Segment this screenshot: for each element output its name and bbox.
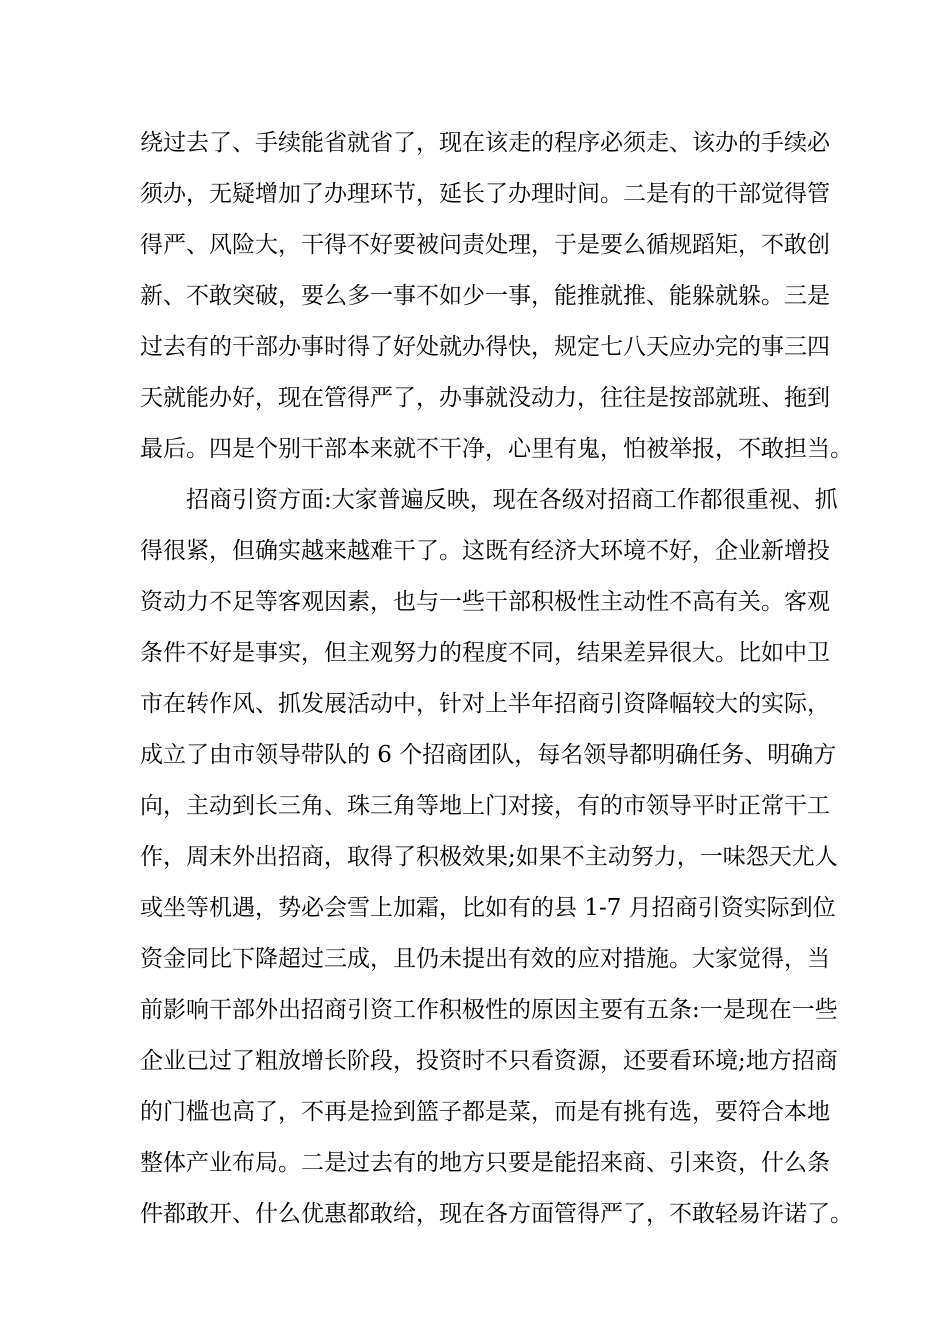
text-line: 的门槛也高了，不再是捡到篮子都是菜，而是有挑有选，要符合本地 bbox=[140, 1099, 830, 1125]
text-line: 成立了由市领导带队的 6 个招商团队，每名领导都明确任务、明确方 bbox=[140, 742, 837, 768]
text-line: 向，主动到长三角、珠三角等地上门对接，有的市领导平时正常干工 bbox=[140, 793, 830, 819]
text-line: 作，周末外出招商，取得了积极效果;如果不主动努力，一味怨天尤人 bbox=[140, 844, 838, 870]
text-line: 市在转作风、抓发展活动中，针对上半年招商引资降幅较大的实际， bbox=[140, 691, 830, 717]
text-line: 前影响干部外出招商引资工作积极性的原因主要有五条:一是现在一些 bbox=[140, 997, 838, 1023]
text-line: 得严、风险大，干得不好要被问责处理，于是要么循规蹈矩，不敢创 bbox=[140, 232, 830, 258]
text-line: 条件不好是事实，但主观努力的程度不同，结果差异很大。比如中卫 bbox=[140, 640, 830, 666]
text-line: 得很紧，但确实越来越难干了。这既有经济大环境不好，企业新增投 bbox=[140, 538, 830, 564]
text-line: 最后。四是个别干部本来就不干净，心里有鬼，怕被举报，不敢担当。 bbox=[140, 436, 853, 462]
document-page bbox=[140, 118, 853, 1240]
text-line: 资动力不足等客观因素，也与一些干部积极性主动性不高有关。客观 bbox=[140, 589, 830, 615]
text-line: 企业已过了粗放增长阶段，投资时不只看资源，还要看环境;地方招商 bbox=[140, 1048, 838, 1074]
text-line: 资金同比下降超过三成，且仍未提出有效的应对措施。大家觉得，当 bbox=[140, 946, 830, 972]
paragraph-1 bbox=[140, 118, 853, 475]
text-line: 天就能办好，现在管得严了，办事就没动力，往往是按部就班、拖到 bbox=[140, 385, 830, 411]
text-line: 或坐等机遇，势必会雪上加霜，比如有的县 1-7 月招商引资实际到位 bbox=[140, 895, 836, 921]
paragraph-2 bbox=[140, 475, 853, 1240]
text-line: 件都敢开、什么优惠都敢给，现在各方面管得严了，不敢轻易许诺了。 bbox=[140, 1201, 853, 1227]
text-line: 过去有的干部办事时得了好处就办得快，规定七八天应办完的事三四 bbox=[140, 334, 830, 360]
text-line: 新、不敢突破，要么多一事不如少一事，能推就推、能躲就躲。三是 bbox=[140, 283, 830, 309]
text-line: 招商引资方面:大家普遍反映，现在各级对招商工作都很重视、抓 bbox=[186, 487, 838, 513]
text-line: 绕过去了、手续能省就省了，现在该走的程序必须走、该办的手续必 bbox=[140, 130, 830, 156]
text-line: 整体产业布局。二是过去有的地方只要是能招来商、引来资，什么条 bbox=[140, 1150, 830, 1176]
text-line: 须办，无疑增加了办理环节，延长了办理时间。二是有的干部觉得管 bbox=[140, 181, 830, 207]
